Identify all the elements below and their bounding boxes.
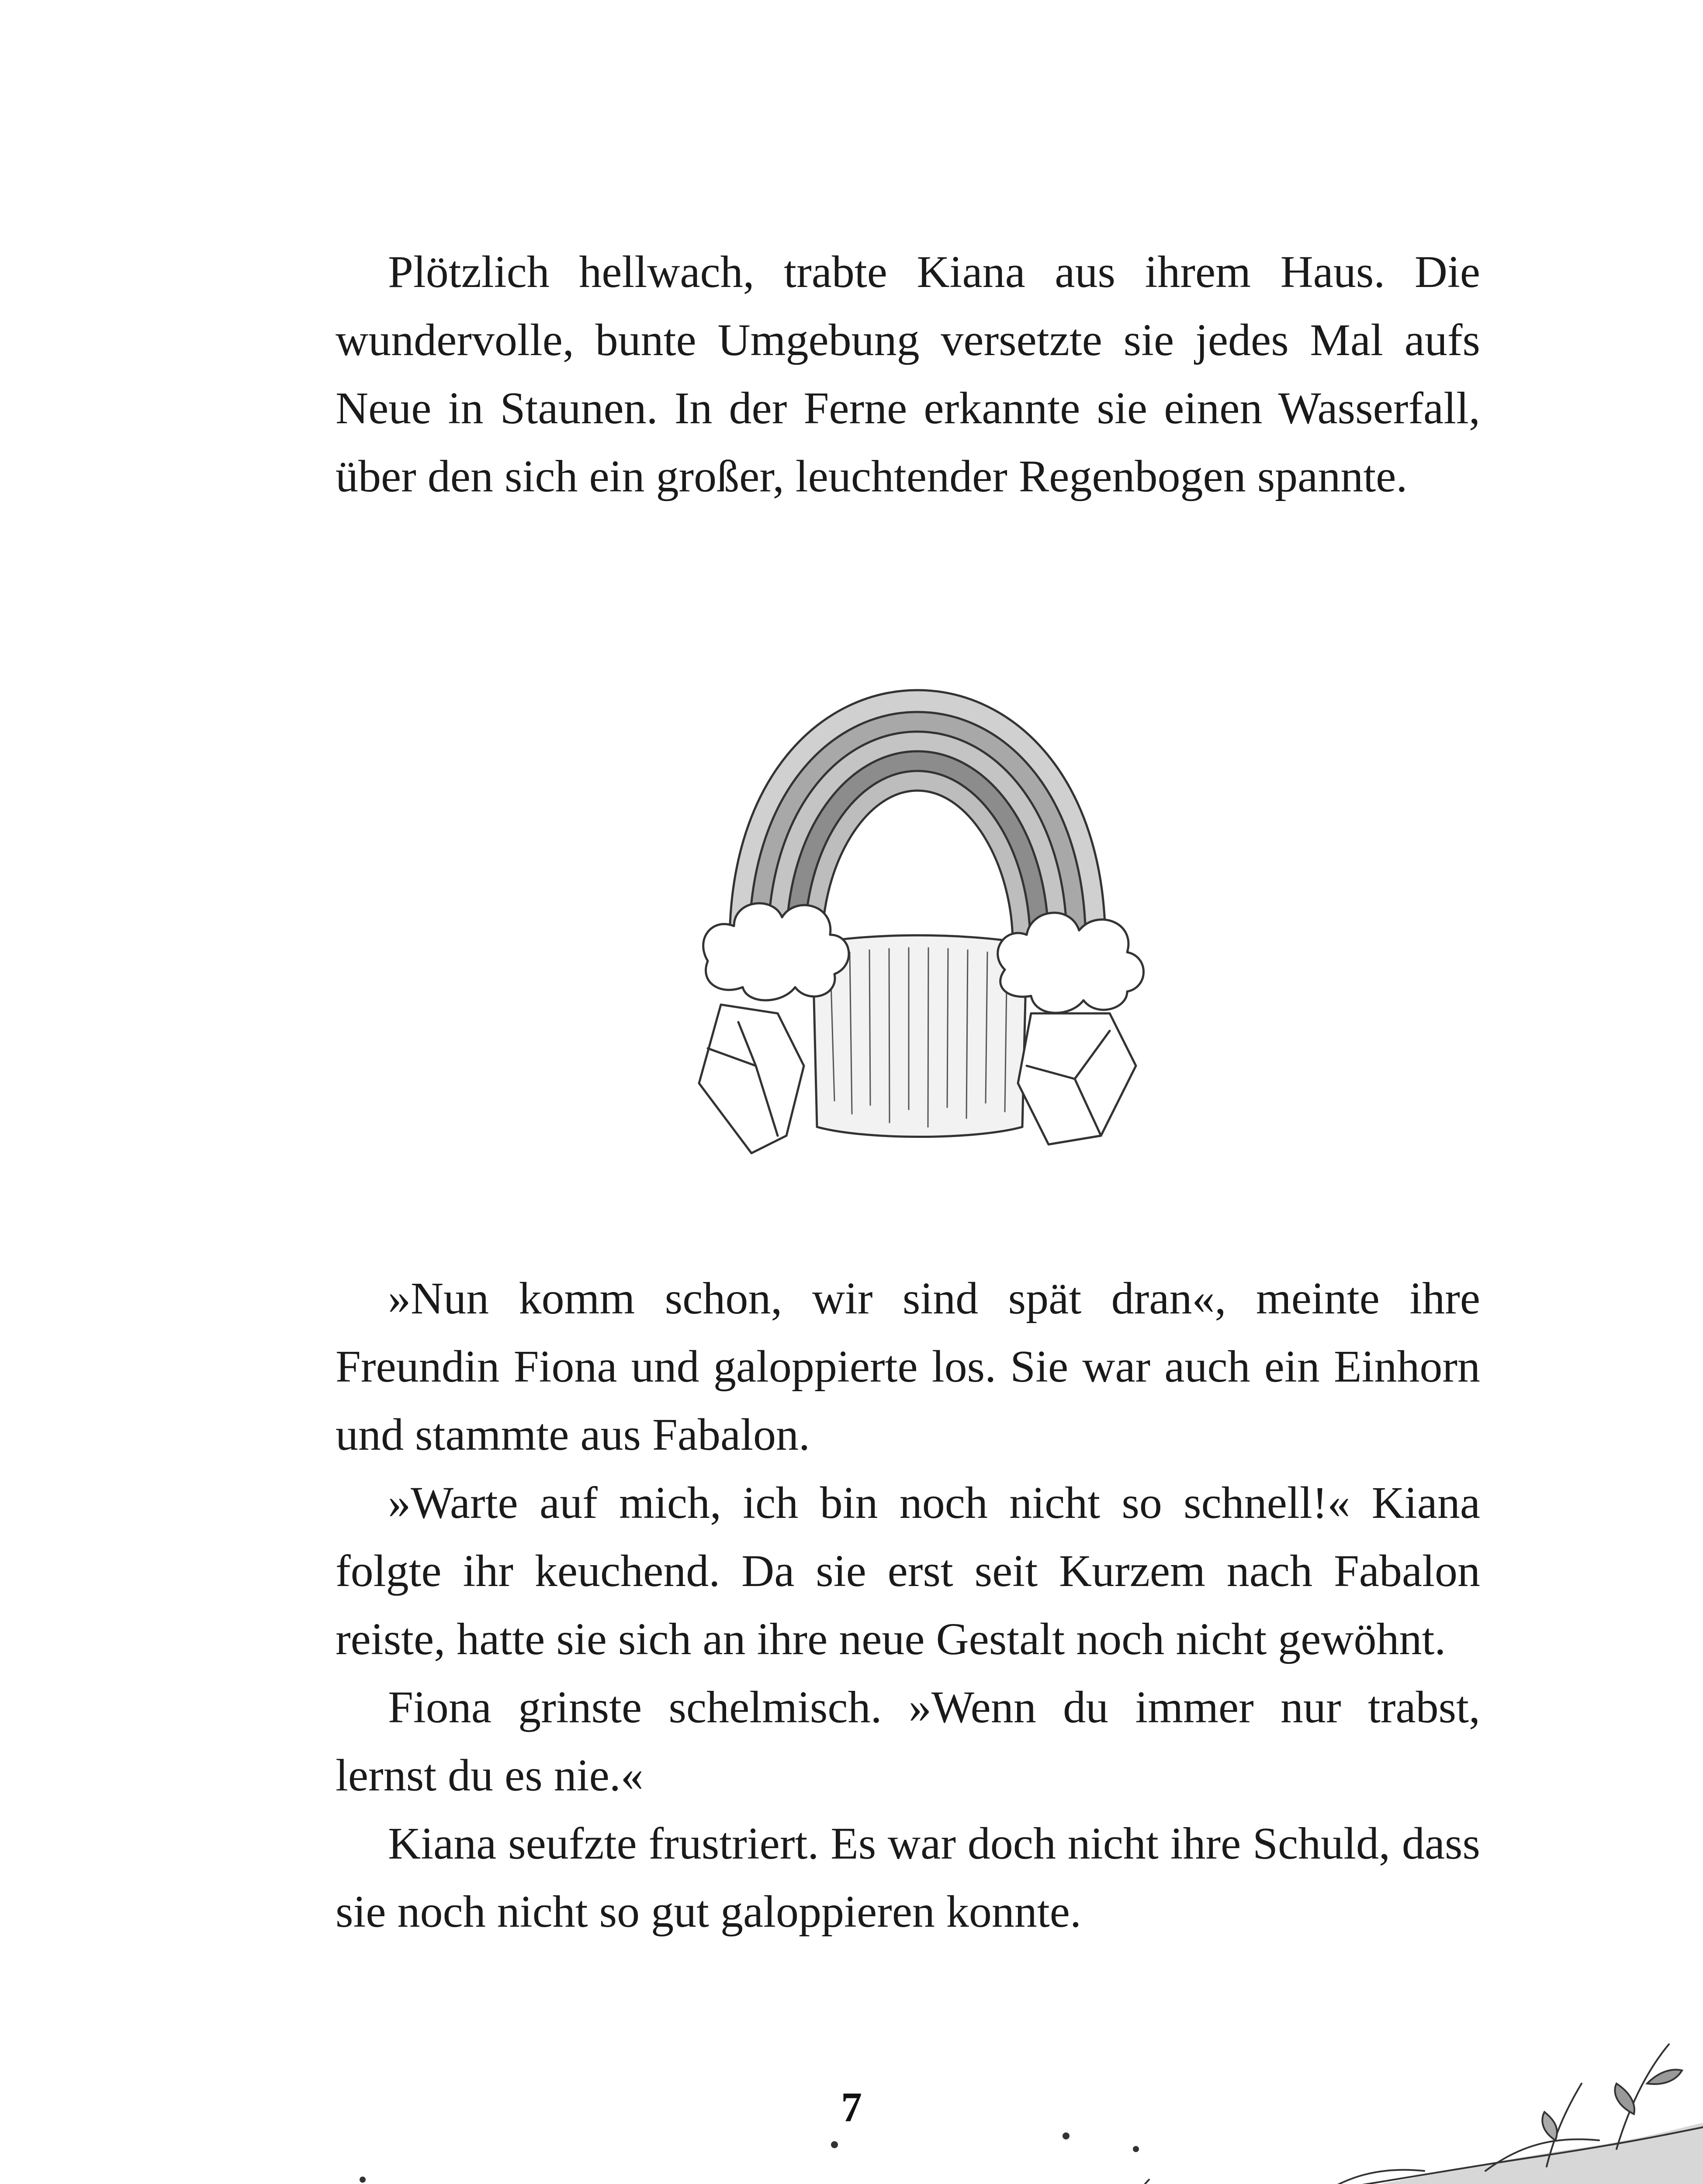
paragraph: Plötzlich hellwach, trabte Kiana aus ihrem Haus. Die wundervolle, bunte Umgebung versetzte sie jedes Mal aufs Neue in Staunen. In der Ferne erkannte sie einen Wasserfall, über den sich ein großer, leuchtender Regenbogen spannte. xyxy=(336,247,1480,501)
text-block-bottom xyxy=(336,1265,1480,1946)
paragraph: Kiana seufzte frustriert. Es war doch nicht ihre Schuld, dass sie noch nicht so gut galoppieren konnte. xyxy=(336,1818,1480,1937)
rainbow-waterfall-illustration xyxy=(647,673,1188,1162)
paragraph: Fiona grinste schelmisch. »Wenn du immer nur trabst, lernst du es nie.« xyxy=(336,1682,1480,1800)
paragraph: »Warte auf mich, ich bin noch nicht so schnell!« Kiana folgte ihr keuchend. Da sie erst seit Kurzem nach Fabalon reiste, hatte sie sich an ihre neue Gestalt noch nicht gewöhnt. xyxy=(336,1478,1480,1664)
page-number: 7 xyxy=(841,2084,862,2130)
grass-ground-illustration xyxy=(0,2018,1703,2184)
text-block-top xyxy=(336,238,1480,511)
paragraph: »Nun komm schon, wir sind spät dran«, meinte ihre Freundin Fiona und galoppierte los. Sie war auch ein Einhorn und stammte aus Fabalon. xyxy=(336,1273,1480,1460)
